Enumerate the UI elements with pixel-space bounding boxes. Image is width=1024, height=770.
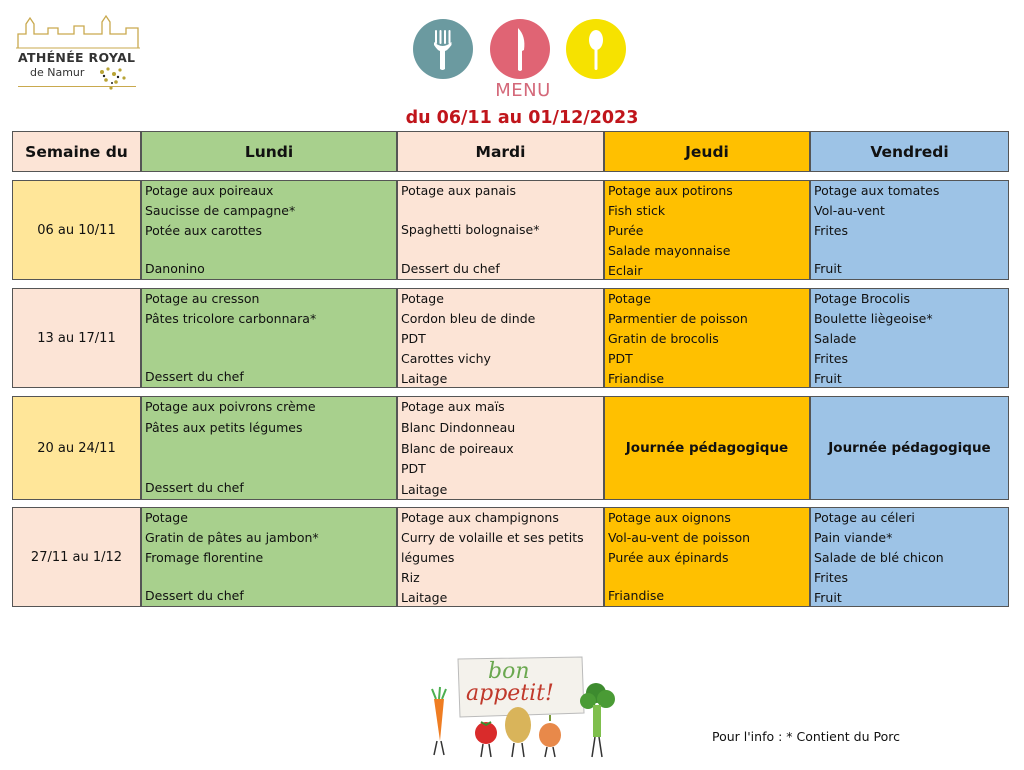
menu-line: Potage: [401, 291, 444, 306]
jeudi-cell: [604, 180, 810, 280]
jeudi-cell: [604, 507, 810, 607]
menu-line: Cordon bleu de dinde: [401, 311, 536, 326]
menu-line: [401, 201, 603, 220]
menu-line: Gratin de brocolis: [608, 331, 719, 346]
menu-line: Vol-au-vent: [814, 203, 885, 218]
jeudi-special-day: Journée pédagogique: [604, 396, 810, 500]
mardi-cell: [397, 180, 604, 280]
menu-line: Potage au céleri: [814, 510, 915, 525]
menu-line: [145, 458, 396, 478]
menu-line: Curry de volaille et ses petits: [401, 530, 584, 545]
school-city: de Namur: [30, 66, 85, 79]
menu-line: [145, 348, 396, 367]
menu-line: Frites: [814, 351, 848, 366]
menu-line: Pâtes aux petits légumes: [145, 419, 303, 435]
week-label: 13 au 17/11: [12, 288, 141, 388]
menu-line: Potage aux poireaux: [145, 183, 274, 198]
header-jeudi: Jeudi: [604, 131, 810, 172]
menu-line: Salade: [814, 331, 857, 346]
fork-icon: [412, 18, 474, 80]
week-label: 20 au 24/11: [12, 396, 141, 500]
menu-line: Potage: [145, 510, 188, 525]
vendredi-cell: [810, 180, 1009, 280]
menu-line: [145, 439, 396, 459]
menu-line: Laitage: [401, 590, 448, 605]
school-name: ATHÉNÉE ROYAL: [18, 50, 136, 65]
menu-line: Salade mayonnaise: [608, 243, 731, 258]
vendredi-cell: [810, 288, 1009, 388]
school-logo: [14, 14, 144, 96]
mardi-cell: [397, 396, 604, 500]
menu-line: Riz: [401, 570, 420, 585]
vendredi-special-day: Journée pédagogique: [810, 396, 1009, 500]
menu-line: Boulette liègeoise*: [814, 311, 933, 326]
menu-line: Blanc de poireaux: [401, 440, 514, 456]
week-label: 06 au 10/11: [12, 180, 141, 280]
menu-line: Pâtes tricolore carbonnara*: [145, 311, 317, 326]
table-row-week-1: [12, 180, 1009, 280]
mardi-cell: [397, 288, 604, 388]
menu-line: Salade de blé chicon: [814, 550, 944, 565]
menu-line: Fruit: [814, 371, 842, 386]
menu-line: Frites: [814, 223, 848, 238]
menu-line: Fish stick: [608, 203, 666, 218]
menu-line: Blanc Dindonneau: [401, 419, 516, 435]
menu-line: Eclair: [608, 263, 643, 278]
menu-line: Vol-au-vent de poisson: [608, 530, 751, 545]
menu-line: Saucisse de campagne*: [145, 203, 296, 218]
menu-line: PDT: [401, 331, 426, 346]
appetit-text: appetit!: [466, 681, 554, 706]
menu-line: Potage aux maïs: [401, 399, 505, 414]
menu-line: Friandise: [608, 588, 665, 603]
menu-line: [145, 329, 396, 348]
header-lundi: Lundi: [141, 131, 397, 172]
menu-line: Potage aux champignons: [401, 510, 559, 525]
menu-line: Danonino: [145, 261, 205, 276]
menu-line: [814, 241, 1008, 259]
menu-line: Parmentier de poisson: [608, 311, 748, 326]
menu-line: Laitage: [401, 482, 448, 498]
menu-line: Potage aux poivrons crème: [145, 399, 316, 414]
vendredi-cell: [810, 507, 1009, 607]
pork-info-note: Pour l'info : * Contient du Porc: [712, 729, 900, 744]
menu-line: Potage Brocolis: [814, 291, 910, 306]
menu-line: Dessert du chef: [401, 261, 500, 276]
building-skyline-icon: [14, 14, 144, 54]
table-row-week-2: [12, 288, 1009, 388]
lundi-cell: [141, 180, 397, 280]
menu-title: MENU: [495, 80, 551, 101]
bon-text: bon: [488, 659, 530, 684]
lundi-cell: [141, 288, 397, 388]
menu-line: Purée: [608, 223, 644, 238]
week-label: 27/11 au 1/12: [12, 507, 141, 607]
menu-line: PDT: [608, 351, 633, 366]
menu-line: Purée aux épinards: [608, 550, 729, 565]
menu-line: Friandise: [608, 371, 665, 386]
table-row-week-4: [12, 507, 1009, 607]
header-mardi: Mardi: [397, 131, 604, 172]
table-row-week-3: [12, 396, 1009, 500]
menu-line: Potage aux oignons: [608, 510, 731, 525]
menu-line: Carottes vichy: [401, 351, 491, 366]
menu-line: Potage au cresson: [145, 291, 260, 306]
menu-line: Gratin de pâtes au jambon*: [145, 530, 319, 545]
header-semaine: Semaine du: [12, 131, 141, 172]
menu-icons: [412, 18, 632, 80]
knife-icon: [489, 18, 551, 80]
menu-period: du 06/11 au 01/12/2023: [405, 108, 639, 128]
spoon-icon: [565, 18, 627, 80]
menu-line: Frites: [814, 570, 848, 585]
plant-emblem-icon: [94, 64, 134, 94]
header-vendredi: Vendredi: [810, 131, 1009, 172]
menu-line: Potage aux potirons: [608, 183, 733, 198]
menu-line: Potage aux panais: [401, 183, 517, 198]
lundi-cell: [141, 507, 397, 607]
menu-line: Fruit: [814, 261, 842, 276]
menu-line: Spaghetti bolognaise*: [401, 222, 540, 237]
menu-line: Pain viande*: [814, 530, 893, 545]
bon-appetit-illustration: [410, 655, 632, 763]
menu-line: [401, 240, 603, 259]
menu-line: Dessert du chef: [145, 480, 244, 496]
menu-line: Dessert du chef: [145, 369, 244, 384]
menu-line: [608, 568, 809, 586]
jeudi-cell: [604, 288, 810, 388]
menu-line: [145, 568, 396, 586]
menu-line: Potage aux tomates: [814, 183, 940, 198]
menu-line: [145, 241, 396, 259]
lundi-cell: [141, 396, 397, 500]
menu-line: Fromage florentine: [145, 550, 264, 565]
menu-line: légumes: [401, 550, 455, 565]
table-header-row: [12, 131, 1009, 172]
menu-line: Dessert du chef: [145, 588, 244, 603]
menu-line: PDT: [401, 461, 426, 477]
menu-line: Potage: [608, 291, 651, 306]
menu-line: Laitage: [401, 371, 448, 386]
menu-line: Fruit: [814, 590, 842, 605]
mardi-cell: [397, 507, 604, 607]
menu-line: Potée aux carottes: [145, 223, 262, 238]
logo-underline: [18, 86, 136, 87]
